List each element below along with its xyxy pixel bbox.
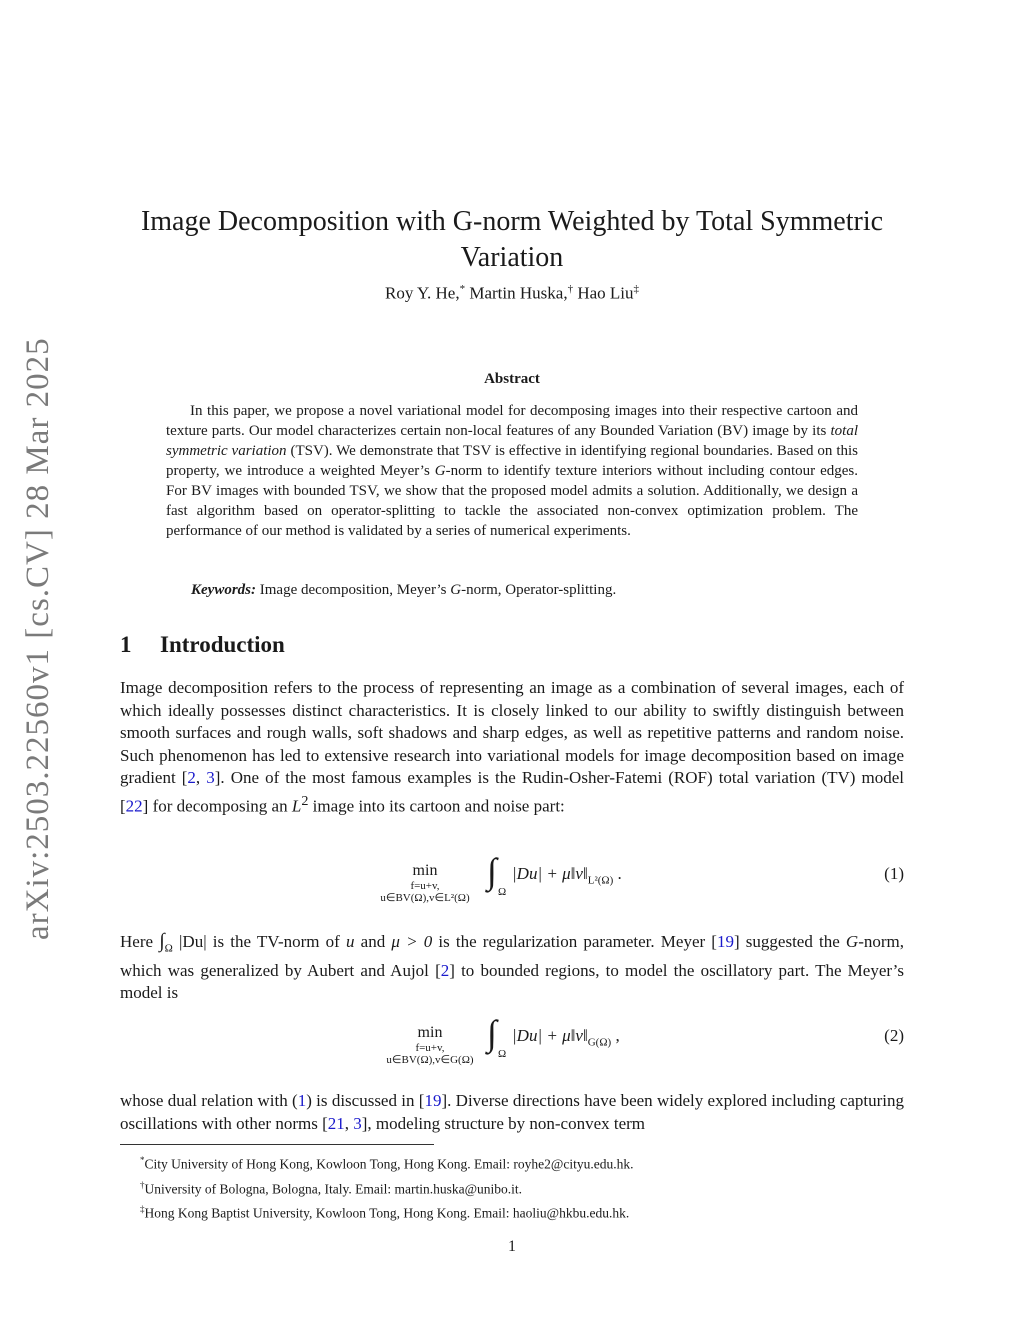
footnote-mark: † [140, 1179, 145, 1190]
body-text: -norm, which was generalized by Aubert and Aujol [ [120, 932, 904, 980]
body-text: , [344, 1113, 354, 1133]
body-text: Image decomposition refers to the process of representing an image as a combination of several images, each of which ideally possesses distinct characteristics. It is closely linked to our ability to swiftly distinguish between smooth surfaces and rough walls, soft shadows and sharp edges, as well as repetitive patterns and random noise. Such phenomenon has led to extensive research into variational models for image decomposition based on image gradient [ [120, 678, 904, 787]
author-mark: † [567, 283, 574, 295]
expression-text: |Du| + μ‖v‖ [512, 1026, 588, 1045]
citation-link[interactable]: 2 [440, 960, 450, 980]
citation-link[interactable]: 3 [206, 768, 215, 787]
body-text: ] for decomposing an [142, 796, 292, 816]
min-label: min [417, 1024, 443, 1041]
intro-paragraph-1 [120, 677, 904, 818]
footnote-text: Hong Kong Baptist University, Kowloon Tong, Hong Kong. Email: haoliu@hkbu.edu.hk. [144, 1205, 630, 1221]
citation-link[interactable]: 2 [187, 768, 196, 787]
abstract-heading: Abstract [484, 371, 540, 387]
abstract-emphasis: total symmetric variation [166, 423, 858, 459]
math-symbol: G [845, 932, 859, 951]
equation-2 [120, 1013, 904, 1080]
body-text: ]. One of the most famous examples is the Rudin-Osher-Fatemi (ROF) total variation (TV) model [ [120, 768, 904, 816]
math-symbol: G [434, 463, 446, 479]
section-number: 1 [120, 632, 132, 657]
section-heading [120, 632, 285, 658]
body-text: ], modeling structure by non-convex term [361, 1113, 646, 1133]
equation-number: (2) [884, 1026, 904, 1045]
equation-expression [512, 1026, 620, 1048]
abstract-text: -norm to identify texture interiors without including contour edges. For BV images with bounded TSV, we show that the proposed model admits a solution. Additionally, we design a fast algorithm based on operator-splitting to tackle the associated non-convex optimization problem. The performance of our method is validated by a series of numerical experiments. [166, 463, 858, 539]
body-text: is the regularization parameter. Meyer [ [432, 932, 717, 951]
footnote-text: University of Bologna, Bologna, Italy. Email: martin.huska@unibo.it. [144, 1181, 523, 1196]
norm-subscript: G(Ω) [587, 1036, 612, 1049]
expression-tail: , [611, 1026, 620, 1045]
citation-link[interactable]: 19 [716, 932, 734, 951]
keywords-text: -norm, Operator-splitting. [461, 582, 617, 598]
citation-link[interactable]: 3 [353, 1113, 362, 1133]
constraint-line: u∈BV(Ω),v∈L²(Ω) [380, 892, 470, 904]
footnote-mark: ‡ [140, 1204, 145, 1214]
constraint-line: f=u+v, [410, 880, 440, 892]
body-text: whose dual relation with ( [120, 1091, 298, 1110]
body-text: and [354, 932, 392, 951]
math-symbol: u [346, 932, 355, 951]
footnote [140, 1199, 633, 1224]
keywords-text: Image decomposition, Meyer’s [256, 582, 451, 598]
author-mark: ‡ [633, 283, 640, 295]
footnotes [140, 1150, 633, 1224]
body-text: ] suggested the [733, 932, 846, 951]
intro-paragraph-3 [120, 1090, 904, 1135]
citation-link[interactable]: 22 [125, 796, 143, 816]
min-label: min [412, 862, 438, 879]
math-symbol: μ > 0 [391, 932, 433, 951]
abstract-text: In this paper, we propose a novel variational model for decomposing images into their respective cartoon and texture parts. Our model characterizes certain non-local features of any Bounded Variation (BV) image by its [166, 403, 858, 439]
footnote-mark: * [140, 1155, 145, 1165]
page-number: 1 [508, 1238, 516, 1255]
abstract-paragraph [166, 401, 858, 541]
section-title: Introduction [160, 632, 285, 657]
citation-link[interactable]: 21 [327, 1113, 345, 1133]
arxiv-identifier: arXiv:2503.22560v1 [cs.CV] 28 Mar 2025 [20, 337, 56, 940]
footnote-divider [120, 1144, 434, 1145]
citation-link[interactable]: 19 [424, 1091, 442, 1110]
body-text: |Du| is the TV-norm of [172, 932, 347, 951]
constraint-line: f=u+v, [415, 1042, 445, 1054]
paper-title: Image Decomposition with G-norm Weighted by Total Symmetric Variation [140, 205, 884, 273]
body-text: ) is discussed in [ [306, 1091, 425, 1110]
inline-integral: ∫ [159, 930, 165, 952]
equation-min-operator [360, 862, 490, 904]
footnote [140, 1150, 633, 1175]
equation-expression [512, 864, 622, 886]
author-name: Hao Liu [577, 283, 634, 303]
constraint-line: u∈BV(Ω),v∈G(Ω) [386, 1054, 474, 1066]
abstract-text: (TSV). We demonstrate that TSV is effective in identifying regional boundaries. Based on this property, we introduce a weighted Meyer’s [166, 443, 858, 479]
body-text: image into its cartoon and noise part: [308, 796, 565, 816]
keywords-label: Keywords: [191, 582, 256, 598]
integral-sign: ∫ [487, 851, 497, 891]
author-list [120, 283, 904, 304]
integral-domain: Ω [498, 1048, 507, 1060]
expression-text: |Du| + μ‖v‖ [512, 864, 588, 883]
body-text: ]. Diverse directions have been widely explored including capturing oscillations with other norms [ [120, 1091, 905, 1133]
keywords-line [191, 582, 616, 599]
inline-domain: Ω [164, 942, 173, 955]
body-text: ] to bounded regions, to model the oscillatory part. The Meyer’s model is [120, 960, 905, 1003]
body-text: Here [120, 932, 160, 951]
norm-subscript: L²(Ω) [587, 874, 614, 887]
math-exponent: 2 [301, 792, 309, 809]
equation-1 [120, 851, 904, 918]
intro-paragraph-2 [120, 930, 904, 1005]
author-name: Roy Y. He, [384, 283, 460, 303]
integral-domain: Ω [498, 886, 507, 898]
math-symbol: L [291, 796, 302, 816]
body-text: , [195, 768, 207, 787]
footnote-text: City University of Hong Kong, Kowloon Tong, Hong Kong. Email: royhe2@cityu.edu.hk. [144, 1156, 634, 1172]
footnote [140, 1175, 633, 1200]
author-mark: * [459, 283, 466, 295]
abstract-body [166, 401, 858, 541]
equation-ref-link[interactable]: 1 [297, 1091, 307, 1110]
equation-min-operator [365, 1024, 495, 1066]
expression-tail: . [613, 864, 622, 883]
integral-sign: ∫ [487, 1013, 497, 1053]
author-name: Martin Huska, [469, 283, 568, 303]
equation-number: (1) [884, 864, 904, 883]
math-symbol: G [450, 582, 462, 598]
